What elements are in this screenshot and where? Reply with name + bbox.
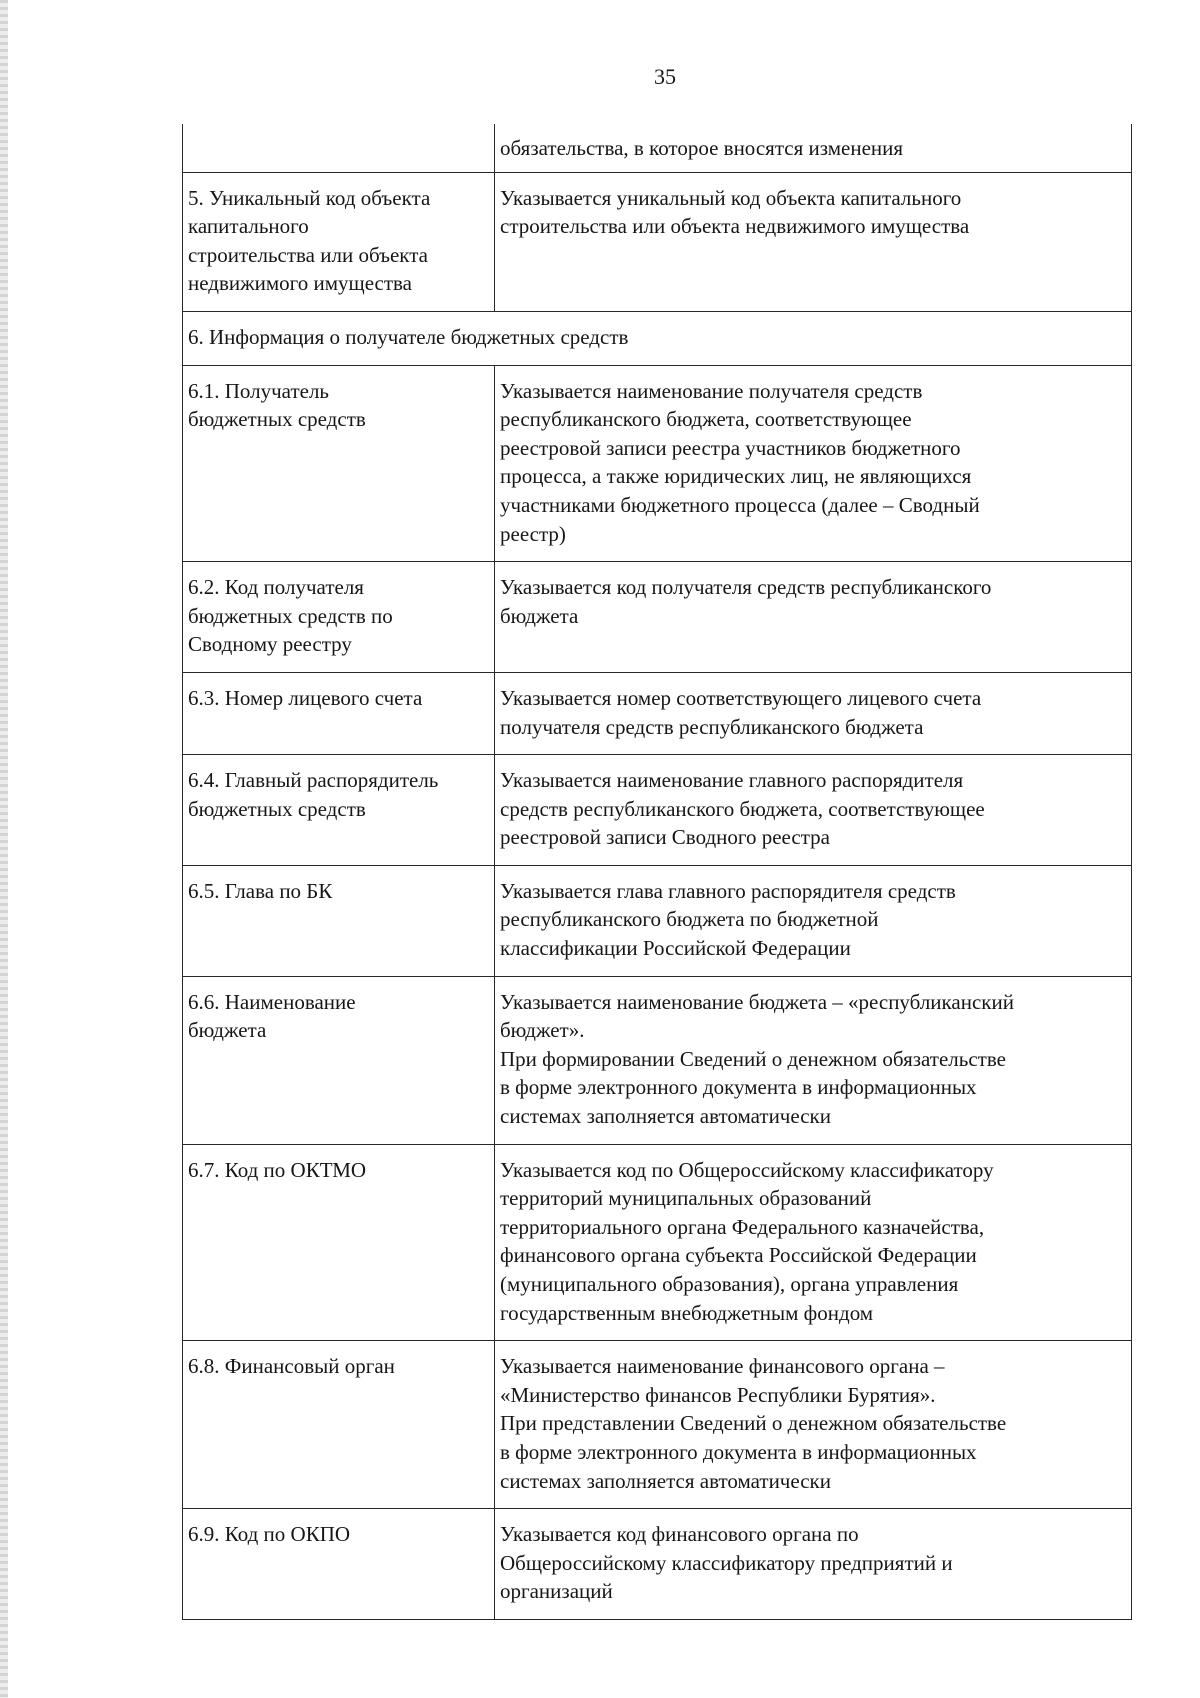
table-row: [183, 1509, 1132, 1620]
field-description-cell: обязательства, в которое вносятся изменения: [495, 124, 1132, 172]
field-description-cell: Указывается код по Общероссийскому классификатору территорий муниципальных образований территориального органа Федерального казначейства, финансового органа субъекта Российской Федерации (муниципального образования), органа управления государственным внебюджетным фондом: [495, 1144, 1132, 1341]
field-name-cell: 6.3. Номер лицевого счета: [183, 672, 495, 754]
field-description-cell: Указывается код финансового органа по Общероссийскому классификатору предприятий и организаций: [495, 1509, 1132, 1620]
table-row: [183, 124, 1132, 172]
table-row: [183, 1341, 1132, 1509]
table-row: [183, 865, 1132, 976]
field-description-cell: Указывается глава главного распорядителя средств республиканского бюджета по бюджетной классификации Российской Федерации: [495, 865, 1132, 976]
field-name-cell: 6.9. Код по ОКПО: [183, 1509, 495, 1620]
field-description-cell: Указывается наименование бюджета – «республиканский бюджет». При формировании Сведений о денежном обязательстве в форме электронного документа в информационных системах заполняется автоматически: [495, 976, 1132, 1144]
field-name-cell: 6.5. Глава по БК: [183, 865, 495, 976]
table-row: [183, 755, 1132, 866]
section-header-row: [183, 311, 1132, 365]
field-description-cell: Указывается номер соответствующего лицевого счета получателя средств республиканского бюджета: [495, 672, 1132, 754]
section-header-cell: 6. Информация о получателе бюджетных средств: [183, 311, 1132, 365]
field-name-cell: 5. Уникальный код объекта капитального строительства или объекта недвижимого имущества: [183, 172, 495, 311]
field-name-cell: 6.2. Код получателя бюджетных средств по Сводному реестру: [183, 562, 495, 673]
field-description-cell: Указывается наименование получателя средств республиканского бюджета, соответствующее реестровой записи реестра участников бюджетного процесса, а также юридических лиц, не являющихся участниками бюджетного процесса (далее – Сводный реестр): [495, 365, 1132, 562]
table-row: [183, 976, 1132, 1144]
field-description-cell: Указывается код получателя средств республиканского бюджета: [495, 562, 1132, 673]
requisites-table: [182, 124, 1132, 1620]
field-name-cell: 6.6. Наименование бюджета: [183, 976, 495, 1144]
field-description-cell: Указывается уникальный код объекта капитального строительства или объекта недвижимого имущества: [495, 172, 1132, 311]
table-row: [183, 672, 1132, 754]
page-number: 35: [654, 64, 676, 89]
field-name-cell: 6.8. Финансовый орган: [183, 1341, 495, 1509]
field-name-cell: 6.4. Главный распорядитель бюджетных средств: [183, 755, 495, 866]
field-name-cell: 6.1. Получатель бюджетных средств: [183, 365, 495, 562]
table-row: [183, 1144, 1132, 1341]
scan-edge: [0, 0, 8, 1698]
field-name-cell: 6.7. Код по ОКТМО: [183, 1144, 495, 1341]
table-row: [183, 365, 1132, 562]
table-row: [183, 172, 1132, 311]
field-name-cell: [183, 124, 495, 172]
table-row: [183, 562, 1132, 673]
field-description-cell: Указывается наименование главного распорядителя средств республиканского бюджета, соответствующее реестровой записи Сводного реестра: [495, 755, 1132, 866]
field-description-cell: Указывается наименование финансового органа – «Министерство финансов Республики Бурятия». При представлении Сведений о денежном обязательстве в форме электронного документа в информационных системах заполняется автоматически: [495, 1341, 1132, 1509]
